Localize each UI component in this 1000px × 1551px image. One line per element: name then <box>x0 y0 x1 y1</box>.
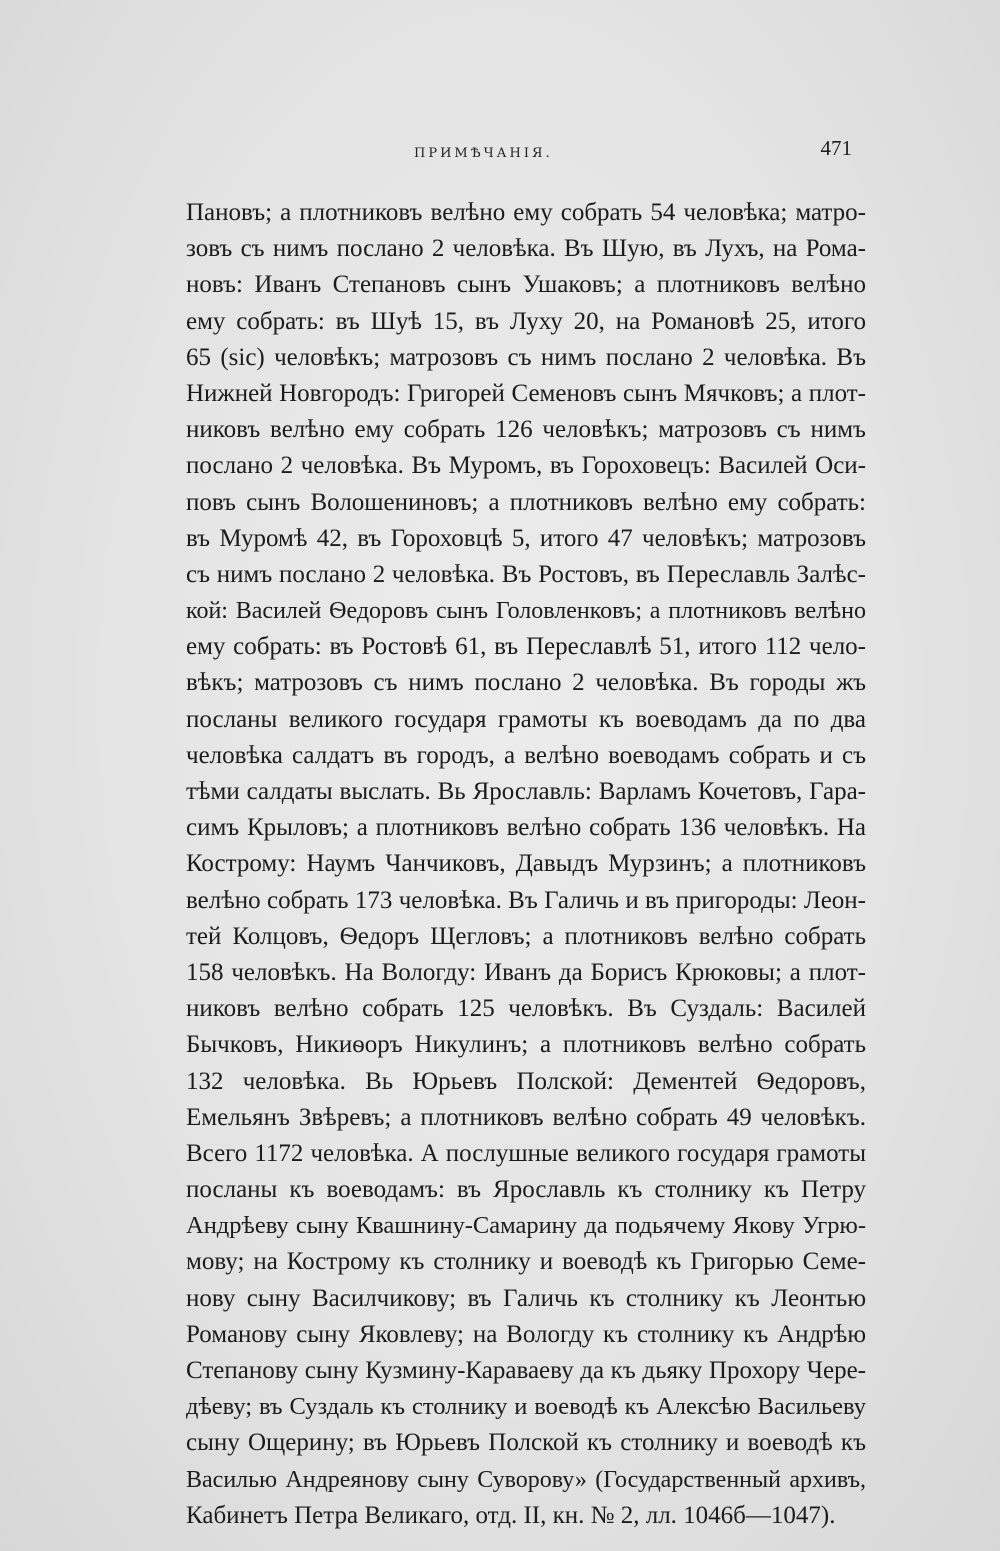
text-line: никовъ велѣно собрать 125 человѣкъ. Въ Суздаль: Василей <box>186 995 866 1023</box>
text-line: Всего 1172 человѣка. А послушные великого государя грамоты <box>186 1139 866 1167</box>
text-line: Василью Андреянову сыну Суворову» (Государственный архивъ, <box>186 1466 866 1493</box>
text-line: въ Муромѣ 42, въ Гороховцѣ 5, итого 47 человѣкъ; матрозовъ <box>186 524 866 552</box>
text-line: сыну Ощерину; въ Юрьевъ Полской къ столнику и воеводѣ къ <box>186 1429 866 1457</box>
text-line: 158 человѣкъ. На Вологду: Иванъ да Борисъ Крюковы; а плот- <box>186 958 866 986</box>
text-line: кой: Василей Ѳедоровъ сынъ Головленковъ; а плотниковъ велѣно <box>186 598 866 625</box>
text-line: повъ сынъ Волошениновъ; а плотниковъ велѣно ему собрать: <box>186 488 866 516</box>
text-line: Емельянъ Звѣревъ; а плотниковъ велѣно собрать 49 человѣкъ. <box>186 1103 866 1131</box>
text-line: никовъ велѣно ему собрать 126 человѣкъ; матрозовъ съ нимъ <box>186 416 866 444</box>
text-line: человѣка салдатъ въ городъ, а велѣно воеводамъ собрать и съ <box>186 741 866 769</box>
text-line: нову сыну Василчикову; въ Галичь къ столнику къ Леонтью <box>186 1284 866 1312</box>
text-line-last: Кабинетъ Петра Великаго, отд. II, кн. № 2, лл. 1046б—1047). <box>186 1501 836 1529</box>
text-line: Бычковъ, Никиѳоръ Никулинъ; а плотниковъ велѣно собрать <box>186 1031 866 1059</box>
text-line: Андрѣеву сыну Квашнину-Самарину да подьячему Якову Угрю- <box>186 1212 866 1240</box>
text-line: мову; на Кострому къ столнику и воеводѣ къ Григорью Семе- <box>186 1248 866 1276</box>
page-header <box>186 136 866 166</box>
body-text <box>186 195 866 1534</box>
text-line: съ нимъ послано 2 человѣка. Въ Ростовъ, въ Переславль Залѣс- <box>186 560 866 588</box>
text-line: тей Колцовъ, Ѳедоръ Щегловъ; а плотниковъ велѣно собрать <box>186 922 866 950</box>
text-line: ему собрать: въ Шуѣ 15, въ Луху 20, на Романовѣ 25, итого <box>186 307 866 335</box>
text-line: 65 (sic) человѣкъ; матрозовъ съ нимъ послано 2 человѣка. Въ <box>186 343 866 371</box>
text-line: тѣми салдаты выслать. Вь Ярославль: Варламъ Кочетовъ, Гара- <box>186 778 866 805</box>
text-line: посланы къ воеводамъ: въ Ярославль къ столнику къ Петру <box>186 1176 866 1204</box>
text-line: зовъ съ нимъ послано 2 человѣка. Въ Шую, въ Лухъ, на Рома- <box>186 235 866 263</box>
text-line: дѣеву; въ Суздаль къ столнику и воеводѣ къ Алексѣю Васильеву <box>186 1393 866 1421</box>
text-line: симъ Крыловъ; а плотниковъ велѣно собрать 136 человѣкъ. На <box>186 814 866 842</box>
text-line: Кострому: Наумъ Чанчиковъ, Давыдъ Мурзинъ; а плотниковъ <box>186 850 866 878</box>
text-line: вѣкъ; матрозовъ съ нимъ послано 2 человѣка. Въ городы жъ <box>186 669 866 697</box>
text-line: Нижней Новгородъ: Григорей Семеновъ сынъ Мячковъ; а плот- <box>186 379 866 407</box>
text-line: Романову сыну Яковлеву; на Вологду къ столнику къ Андрѣю <box>186 1320 866 1348</box>
text-line: посланы великого государя грамоты къ воеводамъ да по два <box>186 705 866 733</box>
text-line: Степанову сыну Кузмину-Караваеву да къ дьяку Прохору Чере- <box>186 1357 866 1384</box>
text-line: Пановъ; а плотниковъ велѣно ему собрать 54 человѣка; матро- <box>186 199 866 226</box>
text-line: 132 человѣка. Вь Юрьевъ Полской: Дементей Ѳедоровъ, <box>186 1067 866 1095</box>
text-line: послано 2 человѣка. Въ Муромъ, въ Гороховецъ: Василей Оси- <box>186 452 866 480</box>
text-line: ему собрать: въ Ростовѣ 61, въ Переславлѣ 51, итого 112 чело- <box>186 633 866 661</box>
page-number: 471 <box>820 136 852 160</box>
text-line: новъ: Иванъ Степановъ сынъ Ушаковъ; а плотниковъ велѣно <box>186 271 866 299</box>
text-line: велѣно собрать 173 человѣка. Въ Галичь и въ пригороды: Леон- <box>186 886 866 914</box>
running-head: ПРИМѢЧАНІЯ. <box>414 146 553 161</box>
